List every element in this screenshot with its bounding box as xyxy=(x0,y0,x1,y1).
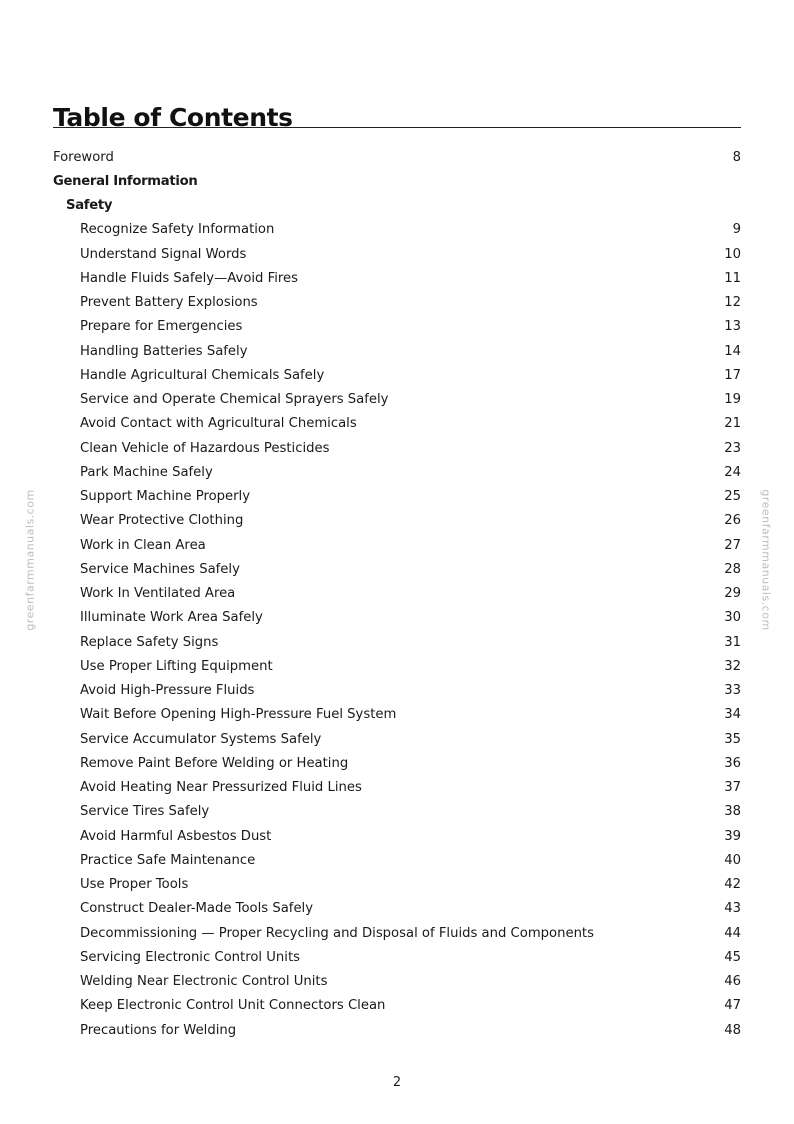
toc-section[interactable] xyxy=(53,145,741,169)
toc-entry[interactable] xyxy=(53,533,741,557)
toc-entry-page: 33 xyxy=(724,683,741,699)
toc-entry-title: Park Machine Safely xyxy=(80,464,213,480)
toc-entry-title: Prevent Battery Explosions xyxy=(80,295,258,311)
toc-entry[interactable] xyxy=(53,460,741,484)
toc-entry-page: 47 xyxy=(724,998,741,1014)
toc-entry-page: 12 xyxy=(724,295,741,311)
toc-entry-title: Handling Batteries Safely xyxy=(80,343,248,359)
toc-entry-title: Construct Dealer-Made Tools Safely xyxy=(80,901,314,917)
toc-entry[interactable] xyxy=(53,509,741,533)
toc-entry-title: Safety xyxy=(66,198,113,214)
toc-entry-title: Service Machines Safely xyxy=(80,561,240,577)
toc-entry-page: 35 xyxy=(724,731,741,747)
toc-entry-page: 31 xyxy=(724,634,741,650)
toc-entry-page: 13 xyxy=(724,319,741,335)
toc-entry-title: Clean Vehicle of Hazardous Pesticides xyxy=(80,440,330,456)
toc-entry-page: 23 xyxy=(724,440,741,456)
title-divider xyxy=(53,127,741,128)
toc-section[interactable] xyxy=(53,169,741,193)
toc-entry-title: Avoid High-Pressure Fluids xyxy=(80,683,255,699)
toc-entry-title: Replace Safety Signs xyxy=(80,634,219,650)
toc-entry-title: Decommissioning — Proper Recycling and Disposal of Fluids and Components xyxy=(80,925,594,941)
watermark-left: greenfarmmanuals.com xyxy=(23,489,37,631)
toc-entry[interactable] xyxy=(53,557,741,581)
toc-entry-title: General Information xyxy=(53,173,198,189)
toc-entry-page: 36 xyxy=(724,755,741,771)
toc-entry-page: 14 xyxy=(724,343,741,359)
toc-entry-title: Avoid Heating Near Pressurized Fluid Lines xyxy=(80,780,362,796)
toc-entry-title: Wait Before Opening High-Pressure Fuel System xyxy=(80,707,397,723)
toc-entry-page: 44 xyxy=(724,925,741,941)
toc-entry-title: Recognize Safety Information xyxy=(80,222,275,238)
toc-entry-page: 45 xyxy=(724,949,741,965)
toc-entry-title: Support Machine Properly xyxy=(80,489,251,505)
toc-entry-page: 48 xyxy=(724,1022,741,1038)
toc-entry[interactable] xyxy=(53,703,741,727)
toc-entry-title: Avoid Harmful Asbestos Dust xyxy=(80,828,272,844)
toc-entry-page: 42 xyxy=(724,877,741,893)
toc-entry-page: 39 xyxy=(724,828,741,844)
toc-entry-page: 27 xyxy=(724,537,741,553)
toc-entry-title: Prepare for Emergencies xyxy=(80,319,243,335)
toc-entry[interactable] xyxy=(53,751,741,775)
toc-entry-title: Precautions for Welding xyxy=(80,1022,237,1038)
toc-entry-title: Handle Fluids Safely—Avoid Fires xyxy=(80,270,299,286)
toc-entry-title: Keep Electronic Control Unit Connectors Clean xyxy=(80,998,386,1014)
toc-entry-page: 10 xyxy=(724,246,741,262)
toc-entry[interactable] xyxy=(53,1018,741,1042)
toc-entry[interactable] xyxy=(53,727,741,751)
table-of-contents xyxy=(53,145,741,1042)
toc-entry-title: Wear Protective Clothing xyxy=(80,513,244,529)
toc-entry-page: 25 xyxy=(724,489,741,505)
toc-entry-page: 17 xyxy=(724,367,741,383)
toc-entry[interactable] xyxy=(53,654,741,678)
toc-entry-page: 26 xyxy=(724,513,741,529)
watermark-right: greenfarmmanuals.com xyxy=(759,489,773,631)
toc-entry[interactable] xyxy=(53,824,741,848)
toc-entry[interactable] xyxy=(53,582,741,606)
toc-entry[interactable] xyxy=(53,291,741,315)
toc-entry-title: Illuminate Work Area Safely xyxy=(80,610,263,626)
toc-entry[interactable] xyxy=(53,266,741,290)
toc-entry[interactable] xyxy=(53,679,741,703)
toc-entry-page: 46 xyxy=(724,974,741,990)
toc-entry-page: 38 xyxy=(724,804,741,820)
toc-entry-title: Understand Signal Words xyxy=(80,246,247,262)
toc-entry-page: 29 xyxy=(724,586,741,602)
toc-entry-page: 32 xyxy=(724,658,741,674)
toc-entry-title: Foreword xyxy=(53,149,114,165)
toc-entry[interactable] xyxy=(53,873,741,897)
toc-entry[interactable] xyxy=(53,339,741,363)
toc-entry-title: Remove Paint Before Welding or Heating xyxy=(80,755,349,771)
page-number: 2 xyxy=(392,1075,402,1090)
toc-entry-page: 8 xyxy=(732,149,741,165)
toc-entry-page: 9 xyxy=(732,222,741,238)
toc-entry[interactable] xyxy=(53,242,741,266)
toc-entry[interactable] xyxy=(53,606,741,630)
toc-entry-title: Handle Agricultural Chemicals Safely xyxy=(80,367,325,383)
toc-entry[interactable] xyxy=(53,776,741,800)
toc-entry-title: Service and Operate Chemical Sprayers Safely xyxy=(80,392,389,408)
toc-entry-page: 30 xyxy=(724,610,741,626)
toc-entry-title: Servicing Electronic Control Units xyxy=(80,949,300,965)
toc-entry[interactable] xyxy=(53,388,741,412)
toc-entry[interactable] xyxy=(53,315,741,339)
toc-entry[interactable] xyxy=(53,436,741,460)
page-title: Table of Contents xyxy=(53,102,293,132)
toc-entry-title: Work In Ventilated Area xyxy=(80,586,236,602)
toc-entry-page: 40 xyxy=(724,852,741,868)
toc-entry[interactable] xyxy=(53,218,741,242)
toc-entry[interactable] xyxy=(53,945,741,969)
toc-entry[interactable] xyxy=(53,921,741,945)
toc-entry-page: 43 xyxy=(724,901,741,917)
toc-entry-title: Service Accumulator Systems Safely xyxy=(80,731,322,747)
toc-subsection[interactable] xyxy=(53,194,741,218)
toc-entry-title: Use Proper Tools xyxy=(80,877,189,893)
toc-entry-title: Welding Near Electronic Control Units xyxy=(80,974,328,990)
toc-entry[interactable] xyxy=(53,848,741,872)
toc-entry[interactable] xyxy=(53,363,741,387)
toc-entry-page: 28 xyxy=(724,561,741,577)
toc-entry-page: 19 xyxy=(724,392,741,408)
toc-entry[interactable] xyxy=(53,897,741,921)
toc-entry-title: Service Tires Safely xyxy=(80,804,210,820)
toc-entry[interactable] xyxy=(53,485,741,509)
toc-entry-page: 21 xyxy=(724,416,741,432)
toc-entry-title: Work in Clean Area xyxy=(80,537,206,553)
toc-entry[interactable] xyxy=(53,994,741,1018)
toc-entry-page: 37 xyxy=(724,780,741,796)
toc-entry[interactable] xyxy=(53,970,741,994)
toc-entry-title: Use Proper Lifting Equipment xyxy=(80,658,273,674)
toc-entry[interactable] xyxy=(53,630,741,654)
toc-entry[interactable] xyxy=(53,800,741,824)
toc-entry-page: 24 xyxy=(724,464,741,480)
toc-entry-page: 34 xyxy=(724,707,741,723)
toc-entry-title: Practice Safe Maintenance xyxy=(80,852,256,868)
toc-entry[interactable] xyxy=(53,412,741,436)
toc-entry-title: Avoid Contact with Agricultural Chemicals xyxy=(80,416,357,432)
toc-entry-page: 11 xyxy=(724,270,741,286)
